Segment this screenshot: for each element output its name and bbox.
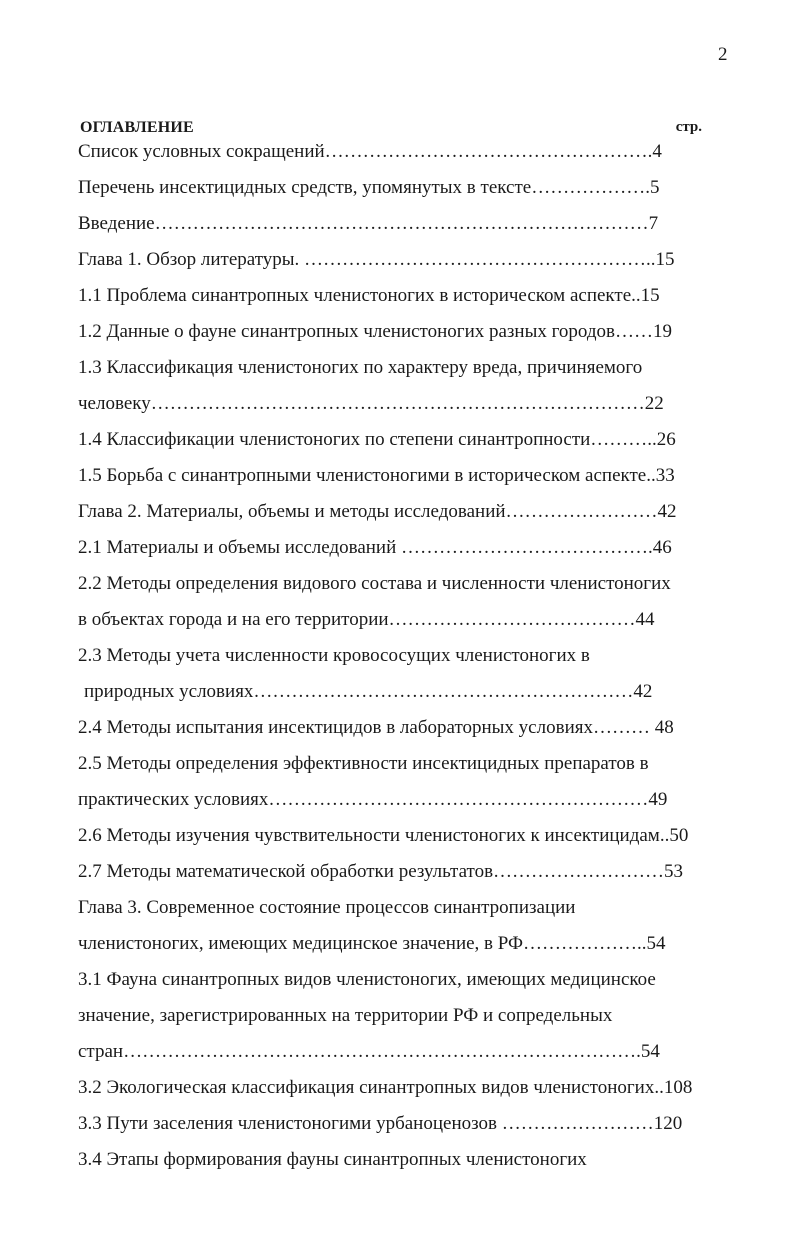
toc-entry-1-5: 1.5 Борьба с синантропными членистоногими в историческом аспекте..33 [78,465,675,486]
toc-entry-1-1: 1.1 Проблема синантропных членистоногих в историческом аспекте..15 [78,285,660,306]
toc-entry-2-7: 2.7 Методы математической обработки результатов………………………53 [78,861,684,882]
toc-entry-3-4: 3.4 Этапы формирования фауны синантропных членистоногих [78,1149,587,1170]
toc-entry-2-5-cont: практических условиях……………………………………………………49 [78,789,668,810]
toc-entry-2-2-cont: в объектах города и на его территории…………………………………44 [78,609,655,630]
toc-title: ОГЛАВЛЕНИЕ [80,119,194,136]
toc-page-column-label: стр. [675,119,702,135]
page-number: 2 [718,44,728,65]
toc-entry-3-1: 3.1 Фауна синантропных видов членистоногих, имеющих медицинское [78,969,656,990]
toc-entry-2-2: 2.2 Методы определения видового состава и численности членистоногих [78,573,671,594]
toc-entry-2-1: 2.1 Материалы и объемы исследований ………………………………….46 [78,537,672,558]
toc-entry-2-6: 2.6 Методы изучения чувствительности членистоногих к инсектицидам..50 [78,825,689,846]
toc-entry-chapter-3: Глава 3. Современное состояние процессов синантропизации [78,897,576,918]
toc-entry-insecticides-list: Перечень инсектицидных средств, упомянутых в тексте……………….5 [78,177,660,198]
toc-entry-chapter-2: Глава 2. Материалы, объемы и методы исследований……………………42 [78,501,677,522]
toc-entry-3-2: 3.2 Экологическая классификация синантропных видов членистоногих..108 [78,1077,693,1098]
toc-entry-1-3-cont: человеку……………………………………………………………………22 [78,393,664,414]
toc-entry-2-4: 2.4 Методы испытания инсектицидов в лабораторных условиях……… 48 [78,717,674,738]
toc-entry-3-3: 3.3 Пути заселения членистоногими урбаноценозов ……………………120 [78,1113,683,1134]
toc-entry-2-3: 2.3 Методы учета численности кровососущих членистоногих в [78,645,590,666]
toc-entry-3-1-cont-2: стран……………………………………………………………………….54 [78,1041,660,1062]
toc-entry-3-1-cont: значение, зарегистрированных на территории РФ и сопредельных [78,1005,613,1026]
toc-entry-1-3: 1.3 Классификация членистоногих по характеру вреда, причиняемого [78,357,643,378]
toc-entry-chapter-3-cont: членистоногих, имеющих медицинское значение, в РФ………………..54 [78,933,666,954]
toc-entry-2-5: 2.5 Методы определения эффективности инсектицидных препаратов в [78,753,649,774]
toc-entry-2-3-cont: природных условиях……………………………………………………42 [84,681,653,702]
toc-header [80,119,702,139]
toc-entry-abbreviations: Список условных сокращений…………………………………………….4 [78,141,662,162]
toc-list [78,140,718,1184]
toc-entry-introduction: Введение……………………………………………………………………7 [78,213,659,234]
toc-entry-1-2: 1.2 Данные о фауне синантропных членистоногих разных городов……19 [78,321,673,342]
toc-entry-chapter-1: Глава 1. Обзор литературы. ………………………………………………..15 [78,249,675,270]
toc-entry-1-4: 1.4 Классификации членистоногих по степени синантропности………..26 [78,429,676,450]
